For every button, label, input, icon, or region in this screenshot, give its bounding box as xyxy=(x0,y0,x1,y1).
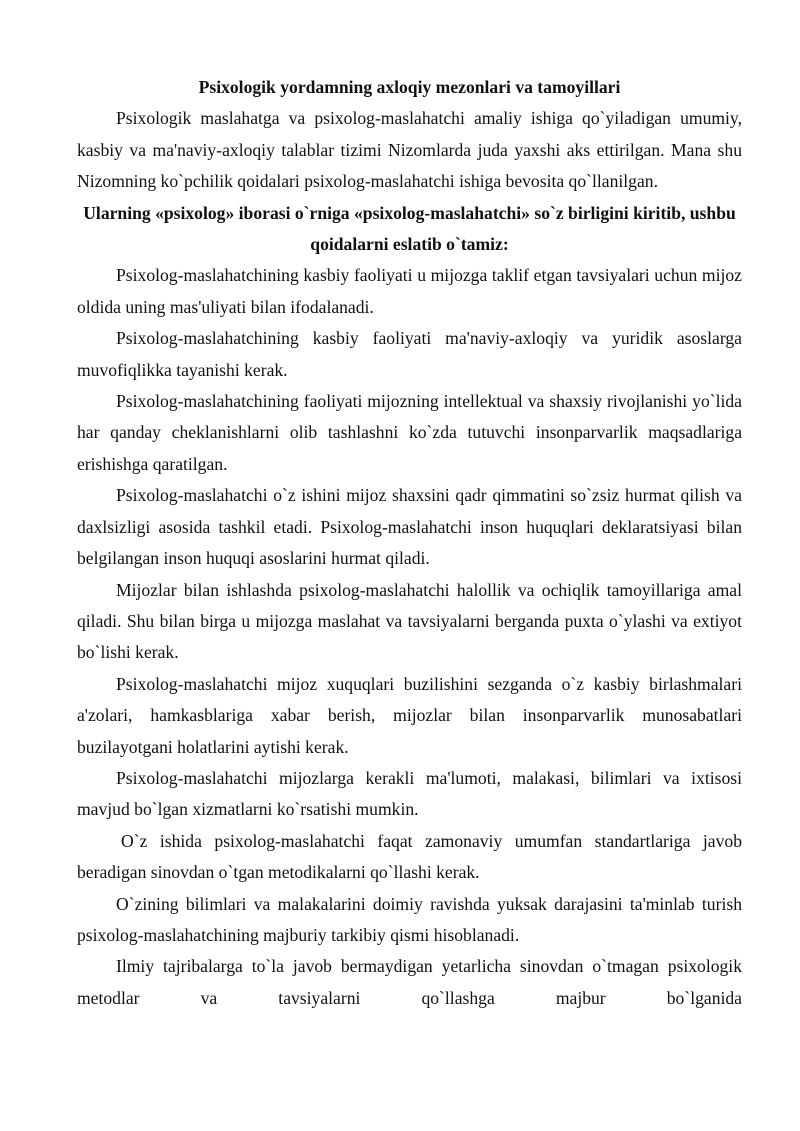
rule-paragraph: Psixolog-maslahatchi o`z ishini mijoz shaxsini qadr qimmatini so`zsiz hurmat qilish va daxlsizligi asosida tashkil etadi. Psixolog-maslahatchi inson huquqlari deklaratsiyasi bilan belgilangan inson huquqi asoslarini hurmat qiladi. xyxy=(77,485,742,569)
rule-paragraph: Mijozlar bilan ishlashda psixolog-maslahatchi halollik va ochiqlik tamoyillariga amal qiladi. Shu bilan birga u mijozga maslahat va tavsiyalarni berganda puxta o`ylashi va extiyot bo`lishi kerak. xyxy=(77,579,742,663)
rule-paragraph-continued: Ilmiy tajribalarga to`la javob bermaydigan yetarlicha sinovdan o`tmagan psixologik metodlar va tavsiyalarni qo`llashga majbur bo`lganida xyxy=(77,956,742,1008)
rule-paragraph: Psixolog-maslahatchining kasbiy faoliyati u mijozga taklif etgan tavsiyalari uchun mijoz oldida uning mas'uliyati bilan ifodalanadi. xyxy=(77,265,742,317)
rule-paragraph: O`zining bilimlari va malakalarini doimiy ravishda yuksak darajasini ta'minlab turish psixolog-maslahatchining majburiy tarkibiy qismi hisoblanadi. xyxy=(77,893,742,945)
intro-paragraph: Psixologik maslahatga va psixolog-maslahatchi amaliy ishiga qo`yiladigan umumiy, kasbiy va ma'naviy-axloqiy talablar tizimi Nizomlarda juda yaxshi aks ettirilgan. Mana shu Nizomning ko`pchilik qoidalari psixolog-maslahatchi ishiga bevosita qo`llanilgan. xyxy=(77,108,742,192)
document-title: Psixologik yordamning axloqiy mezonlari va tamoyillari xyxy=(198,77,621,97)
section-subheading: Ularning «psixolog» iborasi o`rniga «psixolog-maslahatchi» so`z birligini kiritib, ushbu qoidalarni eslatib o`tamiz: xyxy=(83,202,736,255)
rule-paragraph: Psixolog-maslahatchining kasbiy faoliyati ma'naviy-axloqiy va yuridik asoslarga muvofiqlikka tayanishi kerak. xyxy=(77,328,742,380)
rule-paragraph: Psixolog-maslahatchi mijozlarga kerakli ma'lumoti, malakasi, bilimlari va ixtisosi mavjud bo`lgan xizmatlarni ko`rsatishi mumkin. xyxy=(77,767,742,820)
rule-paragraph: Psixolog-maslahatchi mijoz xuquqlari buzilishini sezganda o`z kasbiy birlashmalari a'zolari, hamkasblariga xabar berish, mijozlar bilan insonparvarlik munosabatlari buzilayotgani holatlarini aytishi kerak. xyxy=(77,673,742,757)
rule-paragraph: Psixolog-maslahatchining faoliyati mijozning intellektual va shaxsiy rivojlanishi yo`lida har qanday cheklanishlarni olib tashlashni ko`zda tutuvchi insonparvarlik maqsadlariga erishishga qaratilgan. xyxy=(77,391,742,474)
rule-paragraph: O`z ishida psixolog-maslahatchi faqat zamonaviy umumfan standartlariga javob beradigan sinovdan o`tgan metodikalarni qo`llashi kerak. xyxy=(77,830,742,883)
document-page xyxy=(77,72,742,1014)
